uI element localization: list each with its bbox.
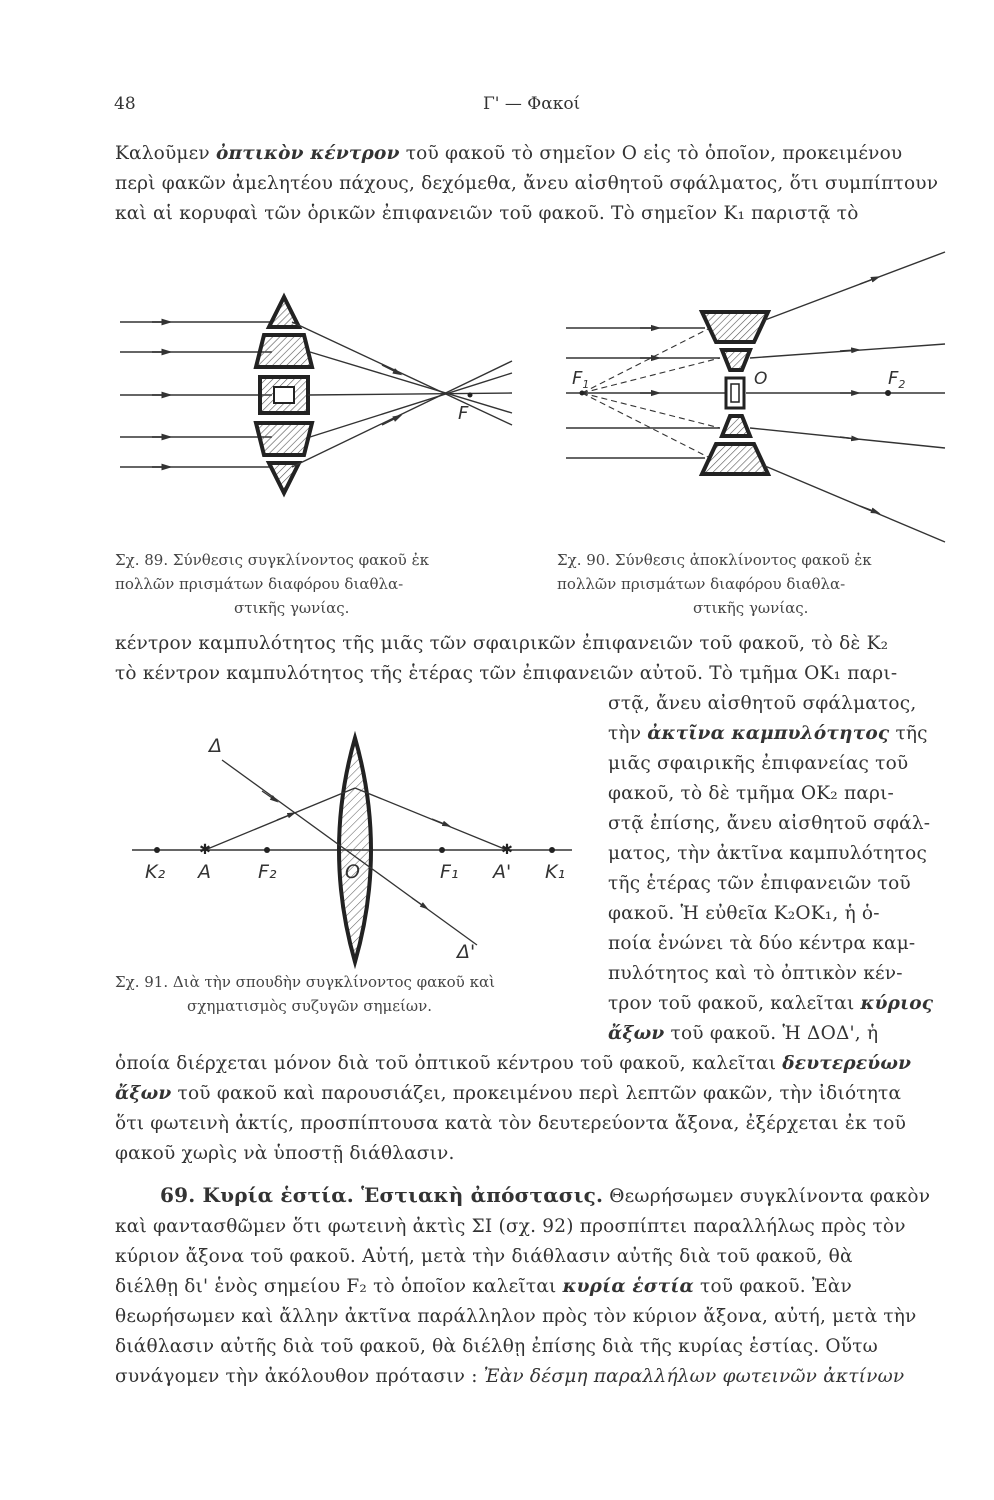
text-line: ποία ἑνώνει τὰ δύο κέντρα καμ- [608,933,916,954]
caption-fig91-line1: Σχ. 91. Διὰ τὴν σπουδὴν συγκλίνοντος φακοῦ καὶ [115,973,495,991]
incident-rays [566,328,728,458]
caption-fig90-line3: στικῆς γωνίας. [693,599,809,617]
star-a-prime: ✱ [501,842,513,858]
caption-fig89-line3: στικῆς γωνίας. [234,599,350,617]
text-line: περὶ φακῶν ἀμελητέου πάχους, δεχόμεθα, ἄνευ αἰσθητοῦ σφάλματος, ὅτι συμπίπτουν [115,173,939,194]
star-a: ✱ [199,842,211,858]
text-line: φακοῦ χωρὶς νὰ ὑποστῇ διάθλασιν. [115,1143,455,1164]
biconvex-lens [339,738,371,962]
text-line: διάθλασιν αὐτῆς διὰ τοῦ φακοῦ, θὰ διέλθῃ ἐπίσης διὰ τῆς κυρίας ἑστίας. Οὕτω [115,1336,878,1357]
text-line: καὶ αἱ κορυφαὶ τῶν ὁρικῶν ἐπιφανειῶν τοῦ φακοῦ. Τὸ σημεῖον K₁ παριστᾷ τὸ [115,203,859,224]
text-line: κύριον ἄξονα τοῦ φακοῦ. Αὐτή, μετὰ τὴν διάθλασιν αὐτῆς διὰ τοῦ φακοῦ, θὰ [115,1246,853,1267]
text-line: ὁποία διέρχεται μόνον διὰ τοῦ ὀπτικοῦ κέντρου τοῦ φακοῦ, καλεῖται δευτερεύων [115,1053,912,1074]
figure-90-diverging-lens [560,250,950,550]
focal-point-f2 [885,390,891,396]
caption-fig90-line1: Σχ. 90. Σύνθεσις ἀποκλίνοντος φακοῦ ἐκ [557,551,872,569]
text-line: συνάγομεν τὴν ἀκόλουθον πρότασιν : Ἐὰν δέσμη παραλλήλων φωτεινῶν ἀκτίνων [115,1366,905,1387]
refracted-rays [746,252,945,542]
caption-fig89-line2: πολλῶν πρισμάτων διαφόρου διαθλα- [115,575,404,593]
text-line: κέντρον καμπυλότητος τῆς μιᾶς τῶν σφαιρικῶν ἐπιφανειῶν τοῦ φακοῦ, τὸ δὲ K₂ [115,633,889,654]
label-delta: Δ [209,735,222,757]
section-69-line: 69. Κυρία ἑστία. Ἑστιακὴ ἀπόστασις. Θεωρήσωμεν συγκλίνοντα φακὸν [160,1183,931,1207]
label-f2: F₂ [258,861,277,883]
term-axis: ἄξων [608,1023,665,1044]
label-k1: K₁ [545,861,566,883]
label-o: O [754,369,768,389]
text-line: στᾷ, ἄνευ αἰσθητοῦ σφάλματος, [608,693,917,714]
text-line: στᾷ ἐπίσης, ἄνευ αἰσθητοῦ σφάλ- [608,813,931,834]
text-line: τρον τοῦ φακοῦ, καλεῖται κύριος [608,993,934,1014]
incident-rays [120,322,272,467]
label-focus: F [458,403,469,424]
text-line: ὅτι φωτεινὴ ἀκτίς, προσπίπτουσα κατὰ τὸν δευτερεύοντα ἄξονα, ἐξέρχεται ἐκ τοῦ [115,1113,907,1134]
caption-fig90-line2: πολλῶν πρισμάτων διαφόρου διαθλα- [557,575,846,593]
page-number: 48 [114,94,136,114]
text-line: διέλθῃ δι' ἑνὸς σημείου F₂ τὸ ὁποῖον καλεῖται κυρία ἑστία τοῦ φακοῦ. Ἐὰν [115,1276,852,1297]
focal-point-f1 [580,391,585,396]
label-delta-prime: Δ' [457,941,476,963]
running-title: Γ' — Φακοί [483,94,581,114]
text-line: καὶ φαντασθῶμεν ὅτι φωτεινὴ ἀκτὶς ΣΙ (σχ. 92) προσπίπτει παραλλήλως πρὸς τὸν [115,1216,906,1237]
figure-91-converging-lens [112,700,582,970]
text-line: Καλοῦμεν ὀπτικὸν κέντρον τοῦ φακοῦ τὸ σημεῖον O εἰς τὸ ὁποῖον, προκειμένου [115,143,903,164]
text-line: πυλότητος καὶ τὸ ὀπτικὸν κέν- [608,963,903,984]
label-f1: F₁ [440,861,459,883]
label-o: O [345,861,360,883]
text-line: τὴν ἀκτῖνα καμπυλότητος τῆς [608,723,928,744]
term-optical-center: ὀπτικὸν κέντρον [215,143,400,164]
text-line: ἄξων τοῦ φακοῦ καὶ παρουσιάζει, προκειμένου περὶ λεπτῶν φακῶν, τὴν ἰδιότητα [115,1083,902,1104]
term-radius-of-curvature: ἀκτῖνα καμπυλότητος [647,723,890,744]
text-line: τῆς ἑτέρας τῶν ἐπιφανειῶν τοῦ [608,873,911,894]
term-principal: κύριος [860,993,934,1014]
caption-fig91-line2: σχηματισμὸς συζυγῶν σημείων. [187,997,432,1015]
caption-fig89-line1: Σχ. 89. Σύνθεσις συγκλίνοντος φακοῦ ἐκ [115,551,429,569]
label-a: A [198,861,211,883]
text-line: ματος, τὴν ἀκτῖνα καμπυλότητος [608,843,928,864]
term-secondary: δευτερεύων [782,1053,912,1074]
text-line: τὸ κέντρον καμπυλότητος τῆς ἑτέρας τῶν ἐπιφανειῶν αὐτοῦ. Τὸ τμῆμα OK₁ παρι- [115,663,898,684]
text-line: ἄξων τοῦ φακοῦ. Ἡ ΔΟΔ', ἡ [608,1023,879,1044]
term-axis-2: ἄξων [115,1083,172,1104]
term-principal-focus: κυρία ἑστία [562,1276,694,1297]
figure-89-converging-lens [112,285,517,505]
label-k2: K₂ [145,861,166,883]
focal-point [468,393,473,398]
text-line: φακοῦ. Ἡ εὐθεῖα K₂OK₁, ἡ ὁ- [608,903,880,924]
label-a-prime: A' [493,861,512,883]
text-line: μιᾶς σφαιρικῆς ἐπιφανείας τοῦ [608,753,909,774]
label-f2: $F_2$ [888,368,906,391]
text-line: θεωρήσωμεν καὶ ἄλλην ἀκτῖνα παράλληλον πρὸς τὸν κύριον ἄξονα, αὐτή, μετὰ τὴν [115,1306,917,1327]
proposition-start: Ἐὰν δέσμη παραλλήλων φωτεινῶν ἀκτίνων [483,1366,905,1387]
text-line: φακοῦ, τὸ δὲ τμῆμα OK₂ παρι- [608,783,895,804]
label-f1: $F_1$ [572,368,590,391]
prism-stack [256,297,312,493]
section-heading: 69. Κυρία ἑστία. Ἑστιακὴ ἀπόστασις. [160,1183,604,1207]
refracted-rays [292,322,512,467]
